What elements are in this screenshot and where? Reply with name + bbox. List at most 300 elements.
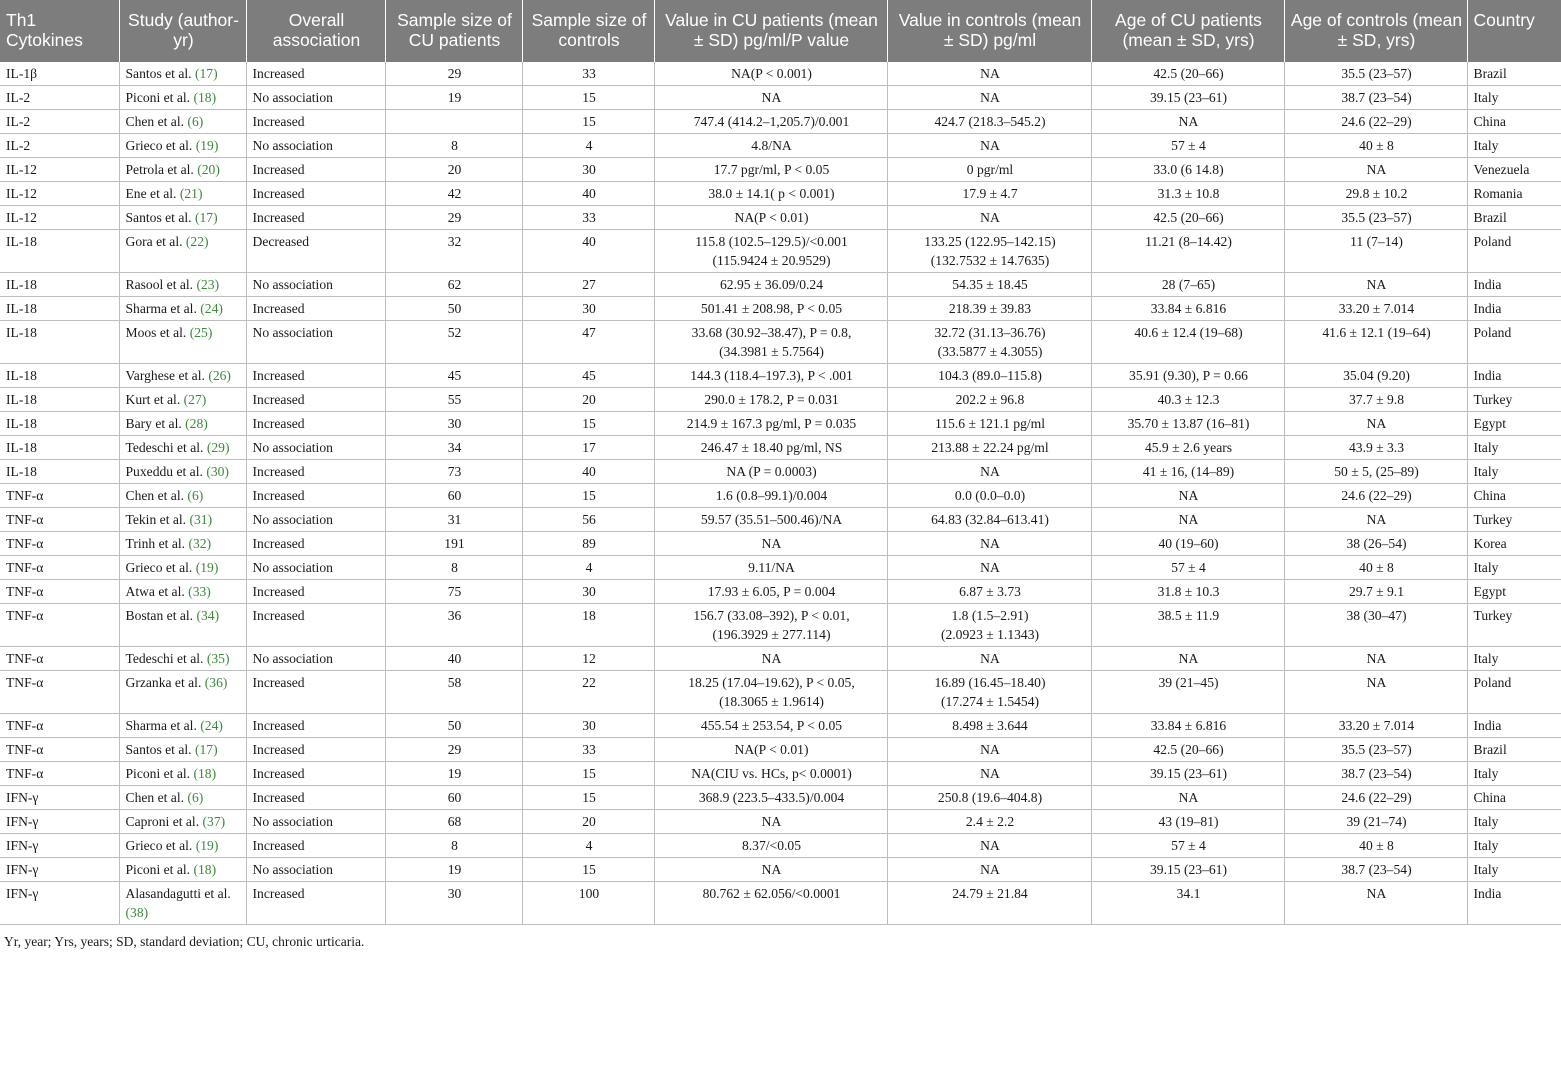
table-footnote: Yr, year; Yrs, years; SD, standard deviation; CU, chronic urticaria. bbox=[4, 934, 365, 949]
cell-value-controls bbox=[887, 364, 1091, 388]
cell-association bbox=[246, 484, 385, 508]
country-text: Italy bbox=[1473, 440, 1499, 455]
cell-age-controls bbox=[1284, 436, 1467, 460]
cell-sample-cu bbox=[385, 297, 522, 321]
study-text: Atwa et al. bbox=[125, 584, 185, 599]
cell-value-controls bbox=[887, 580, 1091, 604]
header-cytokine: Th1 Cytokines bbox=[0, 0, 119, 62]
association-text: Increased bbox=[252, 766, 305, 781]
cell-association bbox=[246, 532, 385, 556]
cell-age-cu bbox=[1091, 273, 1284, 297]
study-text: Chen et al. bbox=[125, 114, 185, 129]
value-controls-text: 8.498 ± 3.644 bbox=[952, 718, 1028, 733]
reference-link[interactable]: (29) bbox=[206, 440, 230, 455]
cell-cytokine bbox=[0, 436, 119, 460]
sample-controls-text: 4 bbox=[585, 838, 593, 853]
cytokine-text: TNF-α bbox=[6, 742, 44, 757]
cell-age-controls bbox=[1284, 810, 1467, 834]
age-cu-text: 11.21 (8–14.42) bbox=[1145, 234, 1232, 249]
cell-sample-controls bbox=[522, 62, 654, 86]
sample-cu-text: 36 bbox=[447, 608, 462, 623]
age-cu-text: 33.0 (6 14.8) bbox=[1153, 162, 1224, 177]
cell-age-controls bbox=[1284, 738, 1467, 762]
cell-study bbox=[119, 158, 246, 182]
cell-age-controls bbox=[1284, 762, 1467, 786]
cell-study bbox=[119, 604, 246, 647]
sample-controls-text: 40 bbox=[582, 186, 596, 201]
association-text: Increased bbox=[252, 186, 305, 201]
cell-value-cu bbox=[654, 810, 887, 834]
reference-link[interactable]: (31) bbox=[189, 512, 213, 527]
cytokine-text: IL-18 bbox=[6, 234, 37, 249]
country-text: Venezuela bbox=[1473, 162, 1530, 177]
reference-link[interactable]: (34) bbox=[196, 608, 220, 623]
country-text: Romania bbox=[1473, 186, 1523, 201]
cell-age-cu bbox=[1091, 86, 1284, 110]
cell-sample-cu bbox=[385, 556, 522, 580]
cell-value-cu bbox=[654, 858, 887, 882]
value-controls-text: 115.6 ± 121.1 pg/ml bbox=[934, 416, 1046, 431]
reference-link[interactable]: (18) bbox=[193, 862, 217, 877]
table-row bbox=[0, 436, 1561, 460]
sample-controls-text: 33 bbox=[582, 210, 596, 225]
cell-sample-controls bbox=[522, 556, 654, 580]
cell-sample-controls bbox=[522, 206, 654, 230]
age-cu-text: NA bbox=[1178, 790, 1199, 805]
reference-link[interactable]: (6) bbox=[187, 114, 204, 129]
sample-cu-text: 191 bbox=[444, 536, 465, 551]
cell-country bbox=[1467, 834, 1561, 858]
cell-cytokine bbox=[0, 532, 119, 556]
cell-study bbox=[119, 834, 246, 858]
cell-cytokine bbox=[0, 762, 119, 786]
cell-age-cu bbox=[1091, 810, 1284, 834]
study-text: Grieco et al. bbox=[125, 560, 193, 575]
cell-cytokine bbox=[0, 321, 119, 364]
cell-sample-cu bbox=[385, 508, 522, 532]
table-row bbox=[0, 762, 1561, 786]
reference-link[interactable]: (18) bbox=[193, 766, 217, 781]
age-cu-text: 43 (19–81) bbox=[1158, 814, 1219, 829]
value-cu-text: 144.3 (118.4–197.3), P < .001 bbox=[690, 368, 853, 383]
cell-value-controls bbox=[887, 604, 1091, 647]
sample-cu-text: 40 bbox=[447, 651, 462, 666]
cell-age-controls bbox=[1284, 580, 1467, 604]
age-controls-text: 38 (30–47) bbox=[1346, 608, 1407, 623]
value-cu-text: NA(P < 0.01) bbox=[734, 210, 809, 225]
value-cu-text: 4.8/NA bbox=[751, 138, 792, 153]
study-text: Tekin et al. bbox=[125, 512, 187, 527]
cell-sample-controls bbox=[522, 786, 654, 810]
cell-study bbox=[119, 388, 246, 412]
value-cu-text: NA bbox=[761, 814, 782, 829]
table-row bbox=[0, 364, 1561, 388]
reference-link[interactable]: (6) bbox=[187, 488, 204, 503]
cell-country bbox=[1467, 882, 1561, 925]
cell-sample-cu bbox=[385, 158, 522, 182]
sample-cu-text: 32 bbox=[447, 234, 462, 249]
table-row bbox=[0, 182, 1561, 206]
value-controls-text: NA bbox=[980, 838, 1000, 853]
cell-cytokine bbox=[0, 714, 119, 738]
cell-association bbox=[246, 508, 385, 532]
value-controls-text: NA bbox=[980, 766, 1000, 781]
sample-controls-text: 89 bbox=[582, 536, 596, 551]
cell-age-controls bbox=[1284, 671, 1467, 714]
country-text: Egypt bbox=[1473, 584, 1506, 599]
study-text: Tedeschi et al. bbox=[125, 651, 204, 666]
cell-value-cu bbox=[654, 834, 887, 858]
age-cu-text: 45.9 ± 2.6 years bbox=[1144, 440, 1233, 455]
reference-link[interactable]: (17) bbox=[194, 210, 218, 225]
cell-value-controls bbox=[887, 508, 1091, 532]
value-cu-text: 8.37/<0.05 bbox=[741, 838, 802, 853]
value-controls-text: 133.25 (122.95–142.15) bbox=[924, 234, 1056, 249]
age-controls-text: 33.20 ± 7.014 bbox=[1338, 301, 1415, 316]
association-text: No association bbox=[252, 440, 333, 455]
cell-sample-cu bbox=[385, 206, 522, 230]
reference-link[interactable]: (33) bbox=[188, 584, 211, 599]
cell-sample-controls bbox=[522, 714, 654, 738]
reference-link[interactable]: (18) bbox=[193, 90, 217, 105]
cell-age-cu bbox=[1091, 580, 1284, 604]
value-controls-text: 0 pgr/ml bbox=[966, 162, 1014, 177]
cell-study bbox=[119, 532, 246, 556]
reference-link[interactable]: (38) bbox=[125, 905, 149, 920]
sample-cu-text: 30 bbox=[447, 886, 462, 901]
cell-age-controls bbox=[1284, 273, 1467, 297]
value-controls-text: 32.72 (31.13–36.76) bbox=[934, 325, 1046, 340]
cell-country bbox=[1467, 412, 1561, 436]
cell-value-controls bbox=[887, 297, 1091, 321]
cell-age-controls bbox=[1284, 206, 1467, 230]
sample-controls-text: 22 bbox=[582, 675, 596, 690]
cytokine-text: IFN-γ bbox=[6, 814, 39, 829]
cell-study bbox=[119, 786, 246, 810]
sample-cu-text: 50 bbox=[447, 301, 462, 316]
cell-sample-controls bbox=[522, 858, 654, 882]
cell-study bbox=[119, 810, 246, 834]
sample-controls-text: 20 bbox=[582, 392, 596, 407]
table-row bbox=[0, 556, 1561, 580]
age-cu-text: 31.8 ± 10.3 bbox=[1157, 584, 1220, 599]
cell-association bbox=[246, 388, 385, 412]
cell-value-cu bbox=[654, 647, 887, 671]
cell-country bbox=[1467, 297, 1561, 321]
cell-value-controls bbox=[887, 858, 1091, 882]
header-age-controls: Age of controls (mean ± SD, yrs) bbox=[1284, 0, 1467, 62]
value-controls-text: NA bbox=[980, 90, 1000, 105]
value-controls-text: NA bbox=[980, 464, 1000, 479]
sample-cu-text: 34 bbox=[447, 440, 462, 455]
sample-controls-text: 30 bbox=[582, 162, 596, 177]
age-cu-text: 40.6 ± 12.4 (19–68) bbox=[1134, 325, 1243, 340]
sample-controls-text: 15 bbox=[582, 488, 596, 503]
cytokine-text: IFN-γ bbox=[6, 862, 39, 877]
value-cu-text: NA bbox=[761, 90, 782, 105]
sample-controls-text: 30 bbox=[582, 301, 596, 316]
cell-cytokine bbox=[0, 580, 119, 604]
sample-cu-text: 31 bbox=[447, 512, 462, 527]
cell-study bbox=[119, 714, 246, 738]
cell-association bbox=[246, 110, 385, 134]
age-controls-text: 35.5 (23–57) bbox=[1341, 210, 1412, 225]
table-row bbox=[0, 134, 1561, 158]
cell-sample-controls bbox=[522, 508, 654, 532]
study-text: Chen et al. bbox=[125, 790, 185, 805]
cell-value-cu bbox=[654, 321, 887, 364]
reference-link[interactable]: (17) bbox=[194, 742, 218, 757]
table-row bbox=[0, 532, 1561, 556]
reference-link[interactable]: (37) bbox=[202, 814, 226, 829]
reference-link[interactable]: (28) bbox=[185, 416, 208, 431]
study-text: Piconi et al. bbox=[125, 766, 191, 781]
cell-sample-cu bbox=[385, 273, 522, 297]
value-controls-text: 1.8 (1.5–2.91) bbox=[951, 608, 1029, 623]
reference-link[interactable]: (22) bbox=[185, 234, 209, 249]
value-cu-text: 290.0 ± 178.2, P = 0.031 bbox=[704, 392, 839, 407]
cell-value-cu bbox=[654, 412, 887, 436]
cell-association bbox=[246, 714, 385, 738]
reference-link[interactable]: (6) bbox=[187, 790, 204, 805]
age-cu-text: 57 ± 4 bbox=[1171, 138, 1206, 153]
sample-cu-text: 19 bbox=[447, 766, 462, 781]
study-text: Santos et al. bbox=[125, 742, 192, 757]
cell-value-cu bbox=[654, 297, 887, 321]
reference-link[interactable]: (19) bbox=[195, 138, 219, 153]
country-text: Italy bbox=[1473, 862, 1499, 877]
cell-association bbox=[246, 858, 385, 882]
age-controls-text: 35.5 (23–57) bbox=[1341, 742, 1412, 757]
value-controls-text: 0.0 (0.0–0.0) bbox=[954, 488, 1026, 503]
reference-link[interactable]: (23) bbox=[196, 277, 220, 292]
table-row bbox=[0, 786, 1561, 810]
value-cu-text: 80.762 ± 62.056/<0.0001 bbox=[702, 886, 841, 901]
header-country: Country bbox=[1467, 0, 1561, 62]
age-cu-text: 34.1 bbox=[1176, 886, 1201, 901]
cell-association bbox=[246, 182, 385, 206]
cell-age-cu bbox=[1091, 436, 1284, 460]
cell-cytokine bbox=[0, 460, 119, 484]
cell-association bbox=[246, 273, 385, 297]
table-row bbox=[0, 882, 1561, 925]
cell-cytokine bbox=[0, 556, 119, 580]
study-text: Grzanka et al. bbox=[125, 675, 202, 690]
reference-link[interactable]: (35) bbox=[206, 651, 230, 666]
cell-value-controls bbox=[887, 810, 1091, 834]
cytokine-text: IFN-γ bbox=[6, 838, 39, 853]
association-text: Increased bbox=[252, 114, 305, 129]
value-cu-mean-text: (34.3981 ± 5.7564) bbox=[719, 344, 824, 359]
cytokine-text: TNF-α bbox=[6, 560, 44, 575]
cell-sample-cu bbox=[385, 484, 522, 508]
country-text: India bbox=[1473, 277, 1502, 292]
cell-sample-controls bbox=[522, 297, 654, 321]
cell-value-controls bbox=[887, 182, 1091, 206]
header-value-cu: Value in CU patients (mean ± SD) pg/ml/P value bbox=[654, 0, 887, 62]
cell-country bbox=[1467, 714, 1561, 738]
cell-sample-controls bbox=[522, 321, 654, 364]
reference-link[interactable]: (32) bbox=[188, 536, 212, 551]
cell-sample-controls bbox=[522, 604, 654, 647]
cell-value-cu bbox=[654, 206, 887, 230]
cell-sample-controls bbox=[522, 810, 654, 834]
sample-cu-text: 50 bbox=[447, 718, 462, 733]
cell-age-cu bbox=[1091, 297, 1284, 321]
age-controls-text: 11 (7–14) bbox=[1350, 234, 1403, 249]
cell-age-controls bbox=[1284, 62, 1467, 86]
cell-cytokine bbox=[0, 182, 119, 206]
cell-value-cu bbox=[654, 273, 887, 297]
value-controls-text: NA bbox=[980, 66, 1000, 81]
cell-cytokine bbox=[0, 206, 119, 230]
reference-link[interactable]: (27) bbox=[183, 392, 207, 407]
cell-sample-cu bbox=[385, 604, 522, 647]
age-cu-text: 28 (7–65) bbox=[1161, 277, 1216, 292]
study-text: Piconi et al. bbox=[125, 862, 191, 877]
cell-age-controls bbox=[1284, 858, 1467, 882]
cell-cytokine bbox=[0, 134, 119, 158]
cell-study bbox=[119, 364, 246, 388]
study-text: Sharma et al. bbox=[125, 301, 197, 316]
value-cu-text: 455.54 ± 253.54, P < 0.05 bbox=[700, 718, 843, 733]
cell-value-cu bbox=[654, 556, 887, 580]
cell-value-controls bbox=[887, 158, 1091, 182]
cell-sample-controls bbox=[522, 647, 654, 671]
reference-link[interactable]: (26) bbox=[208, 368, 231, 383]
table-row bbox=[0, 110, 1561, 134]
sample-controls-text: 45 bbox=[582, 368, 596, 383]
value-cu-mean-text: (18.3065 ± 1.9614) bbox=[719, 694, 824, 709]
sample-cu-text: 60 bbox=[447, 790, 462, 805]
reference-link[interactable]: (19) bbox=[195, 560, 219, 575]
value-controls-text: 104.3 (89.0–115.8) bbox=[938, 368, 1042, 383]
cell-sample-controls bbox=[522, 110, 654, 134]
cell-cytokine bbox=[0, 412, 119, 436]
cell-cytokine bbox=[0, 882, 119, 925]
cell-association bbox=[246, 460, 385, 484]
age-cu-text: 57 ± 4 bbox=[1171, 560, 1206, 575]
cell-study bbox=[119, 858, 246, 882]
cell-cytokine bbox=[0, 810, 119, 834]
reference-link[interactable]: (21) bbox=[179, 186, 203, 201]
cell-sample-cu bbox=[385, 714, 522, 738]
sample-controls-text: 27 bbox=[582, 277, 596, 292]
cell-country bbox=[1467, 364, 1561, 388]
country-text: China bbox=[1473, 488, 1506, 503]
table-row bbox=[0, 580, 1561, 604]
reference-link[interactable]: (24) bbox=[200, 301, 223, 316]
cytokine-text: IL-18 bbox=[6, 416, 37, 431]
sample-cu-text: 60 bbox=[447, 488, 462, 503]
cell-value-cu bbox=[654, 786, 887, 810]
cell-value-cu bbox=[654, 484, 887, 508]
sample-controls-text: 17 bbox=[582, 440, 596, 455]
cytokine-text: TNF-α bbox=[6, 536, 44, 551]
sample-controls-text: 4 bbox=[585, 138, 593, 153]
reference-link[interactable]: (17) bbox=[194, 66, 218, 81]
cell-cytokine bbox=[0, 508, 119, 532]
value-cu-text: 17.93 ± 6.05, P = 0.004 bbox=[707, 584, 836, 599]
cell-sample-cu bbox=[385, 388, 522, 412]
association-text: No association bbox=[252, 651, 333, 666]
cell-sample-controls bbox=[522, 412, 654, 436]
table-row bbox=[0, 62, 1561, 86]
cell-value-controls bbox=[887, 206, 1091, 230]
country-text: India bbox=[1473, 718, 1502, 733]
cell-association bbox=[246, 647, 385, 671]
cell-value-controls bbox=[887, 436, 1091, 460]
table-row bbox=[0, 297, 1561, 321]
sample-controls-text: 20 bbox=[582, 814, 596, 829]
cell-value-cu bbox=[654, 230, 887, 273]
sample-cu-text: 29 bbox=[447, 742, 462, 757]
reference-link[interactable]: (24) bbox=[200, 718, 223, 733]
sample-controls-text: 15 bbox=[582, 90, 596, 105]
country-text: Poland bbox=[1473, 234, 1512, 249]
cell-association bbox=[246, 62, 385, 86]
value-cu-text: 59.57 (35.51–500.46)/NA bbox=[700, 512, 843, 527]
association-text: No association bbox=[252, 325, 333, 340]
cell-value-controls bbox=[887, 834, 1091, 858]
association-text: Increased bbox=[252, 301, 305, 316]
reference-link[interactable]: (19) bbox=[195, 838, 219, 853]
cell-age-controls bbox=[1284, 484, 1467, 508]
cell-value-cu bbox=[654, 460, 887, 484]
reference-link[interactable]: (25) bbox=[189, 325, 213, 340]
reference-link[interactable]: (36) bbox=[204, 675, 228, 690]
cell-cytokine bbox=[0, 671, 119, 714]
country-text: Turkey bbox=[1473, 392, 1513, 407]
reference-link[interactable]: (20) bbox=[197, 162, 220, 177]
cell-sample-controls bbox=[522, 388, 654, 412]
country-text: Italy bbox=[1473, 464, 1499, 479]
cell-study bbox=[119, 134, 246, 158]
association-text: Increased bbox=[252, 392, 305, 407]
study-text: Trinh et al. bbox=[125, 536, 186, 551]
association-text: Increased bbox=[252, 488, 305, 503]
sample-cu-text: 29 bbox=[447, 210, 462, 225]
value-controls-text: 2.4 ± 2.2 bbox=[965, 814, 1015, 829]
age-controls-text: NA bbox=[1366, 886, 1387, 901]
cytokine-text: IL-12 bbox=[6, 162, 37, 177]
cell-age-cu bbox=[1091, 508, 1284, 532]
cell-age-controls bbox=[1284, 412, 1467, 436]
table-row bbox=[0, 158, 1561, 182]
age-controls-text: NA bbox=[1366, 675, 1387, 690]
cell-value-cu bbox=[654, 182, 887, 206]
table-row bbox=[0, 86, 1561, 110]
cytokine-text: IL-18 bbox=[6, 277, 37, 292]
reference-link[interactable]: (30) bbox=[206, 464, 229, 479]
sample-controls-text: 33 bbox=[582, 742, 596, 757]
age-controls-text: 29.8 ± 10.2 bbox=[1345, 186, 1408, 201]
age-controls-text: 41.6 ± 12.1 (19–64) bbox=[1322, 325, 1431, 340]
cell-association bbox=[246, 738, 385, 762]
sample-cu-text: 42 bbox=[447, 186, 462, 201]
cell-association bbox=[246, 321, 385, 364]
age-cu-text: NA bbox=[1178, 651, 1199, 666]
cell-value-controls bbox=[887, 786, 1091, 810]
cell-country bbox=[1467, 738, 1561, 762]
sample-controls-text: 40 bbox=[582, 234, 596, 249]
cell-study bbox=[119, 556, 246, 580]
cytokine-text: IL-18 bbox=[6, 464, 37, 479]
cell-country bbox=[1467, 134, 1561, 158]
value-controls-text: 6.87 ± 3.73 bbox=[959, 584, 1021, 599]
cell-association bbox=[246, 436, 385, 460]
association-text: Increased bbox=[252, 368, 305, 383]
